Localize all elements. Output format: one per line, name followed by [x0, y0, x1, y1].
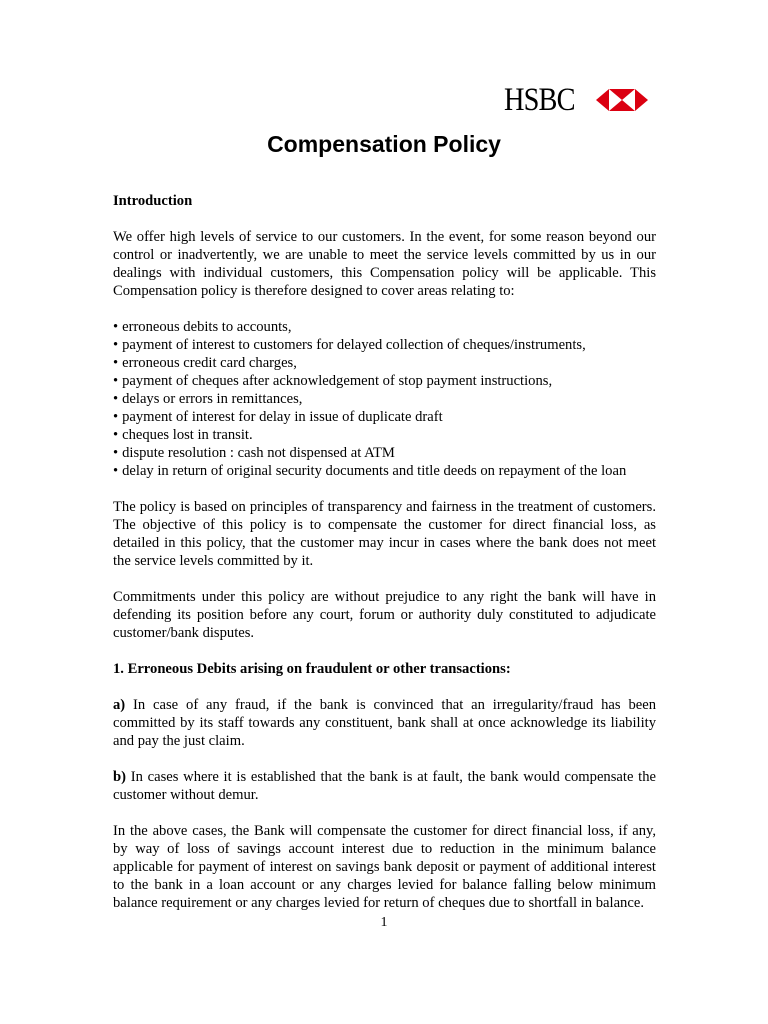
- document-body: [113, 192, 656, 912]
- item-a-text: In case of any fraud, if the bank is convinced that an irregularity/fraud has been committed by its staff towards any constituent, bank shall at once acknowledge its liability and pay the just claim.: [113, 697, 656, 749]
- item-b-label: b): [113, 769, 126, 785]
- section-1-item-a: [113, 696, 656, 750]
- list-item: [113, 390, 656, 408]
- list-item: [113, 444, 656, 462]
- list-item-text: delay in return of original security documents and title deeds on repayment of the loan: [122, 463, 627, 479]
- hsbc-logo: [504, 82, 648, 118]
- logo-text: HSBC: [504, 82, 575, 118]
- list-item: [113, 462, 656, 480]
- bullet-icon: •: [113, 373, 119, 389]
- list-item-text: delays or errors in remittances,: [122, 391, 303, 407]
- page-number: 1: [380, 915, 388, 930]
- introduction-paragraph-1: We offer high levels of service to our customers. In the event, for some reason beyond our control or inadvertently, we are unable to meet the service levels committed by us in our dealings with individual customers, this Compensation policy will be applicable. This Compensation policy is therefore designed to cover areas relating to:: [113, 229, 656, 299]
- bullet-icon: •: [113, 463, 119, 479]
- bullet-icon: •: [113, 319, 119, 335]
- section-1-item-b: [113, 768, 656, 804]
- list-item-text: dispute resolution : cash not dispensed at ATM: [122, 445, 395, 461]
- list-item-text: erroneous credit card charges,: [122, 355, 297, 371]
- hsbc-hexagon-icon: [596, 89, 648, 111]
- list-item-text: payment of interest for delay in issue of duplicate draft: [122, 409, 443, 425]
- section-1-heading: 1. Erroneous Debits arising on fraudulent or other transactions:: [113, 661, 511, 677]
- list-item: [113, 408, 656, 426]
- coverage-list: [113, 318, 656, 480]
- list-item-text: erroneous debits to accounts,: [122, 319, 292, 335]
- bullet-icon: •: [113, 445, 119, 461]
- section-1-paragraph: In the above cases, the Bank will compensate the customer for direct financial loss, if any, by way of loss of savings account interest due to reduction in the minimum balance applicable for payment of interest on savings bank deposit or payment of additional interest to the bank in a loan account or any charges levied for balance falling below minimum balance requirement or any charges levied for return of cheques due to shortfall in balance.: [113, 823, 656, 911]
- introduction-paragraph-3: Commitments under this policy are without prejudice to any right the bank will have in defending its position before any court, forum or authority duly constituted to adjudicate customer/bank disputes.: [113, 589, 656, 641]
- item-b-text: In cases where it is established that the bank is at fault, the bank would compensate the customer without demur.: [113, 769, 656, 803]
- bullet-icon: •: [113, 427, 119, 443]
- list-item-text: payment of interest to customers for delayed collection of cheques/instruments,: [122, 337, 586, 353]
- introduction-paragraph-2: The policy is based on principles of transparency and fairness in the treatment of customers. The objective of this policy is to compensate the customer for direct financial loss, as detailed in this policy, that the customer may incur in cases where the bank does not meet the service levels committed by it.: [113, 499, 656, 569]
- list-item: [113, 426, 656, 444]
- list-item-text: cheques lost in transit.: [122, 427, 253, 443]
- list-item: [113, 372, 656, 390]
- item-a-label: a): [113, 697, 126, 713]
- bullet-icon: •: [113, 391, 119, 407]
- bullet-icon: •: [113, 337, 119, 353]
- list-item: [113, 354, 656, 372]
- introduction-heading: Introduction: [113, 193, 193, 209]
- bullet-icon: •: [113, 409, 119, 425]
- page-title: Compensation Policy: [267, 131, 501, 157]
- list-item-text: payment of cheques after acknowledgement of stop payment instructions,: [122, 373, 553, 389]
- list-item: [113, 336, 656, 354]
- bullet-icon: •: [113, 355, 119, 371]
- list-item: [113, 318, 656, 336]
